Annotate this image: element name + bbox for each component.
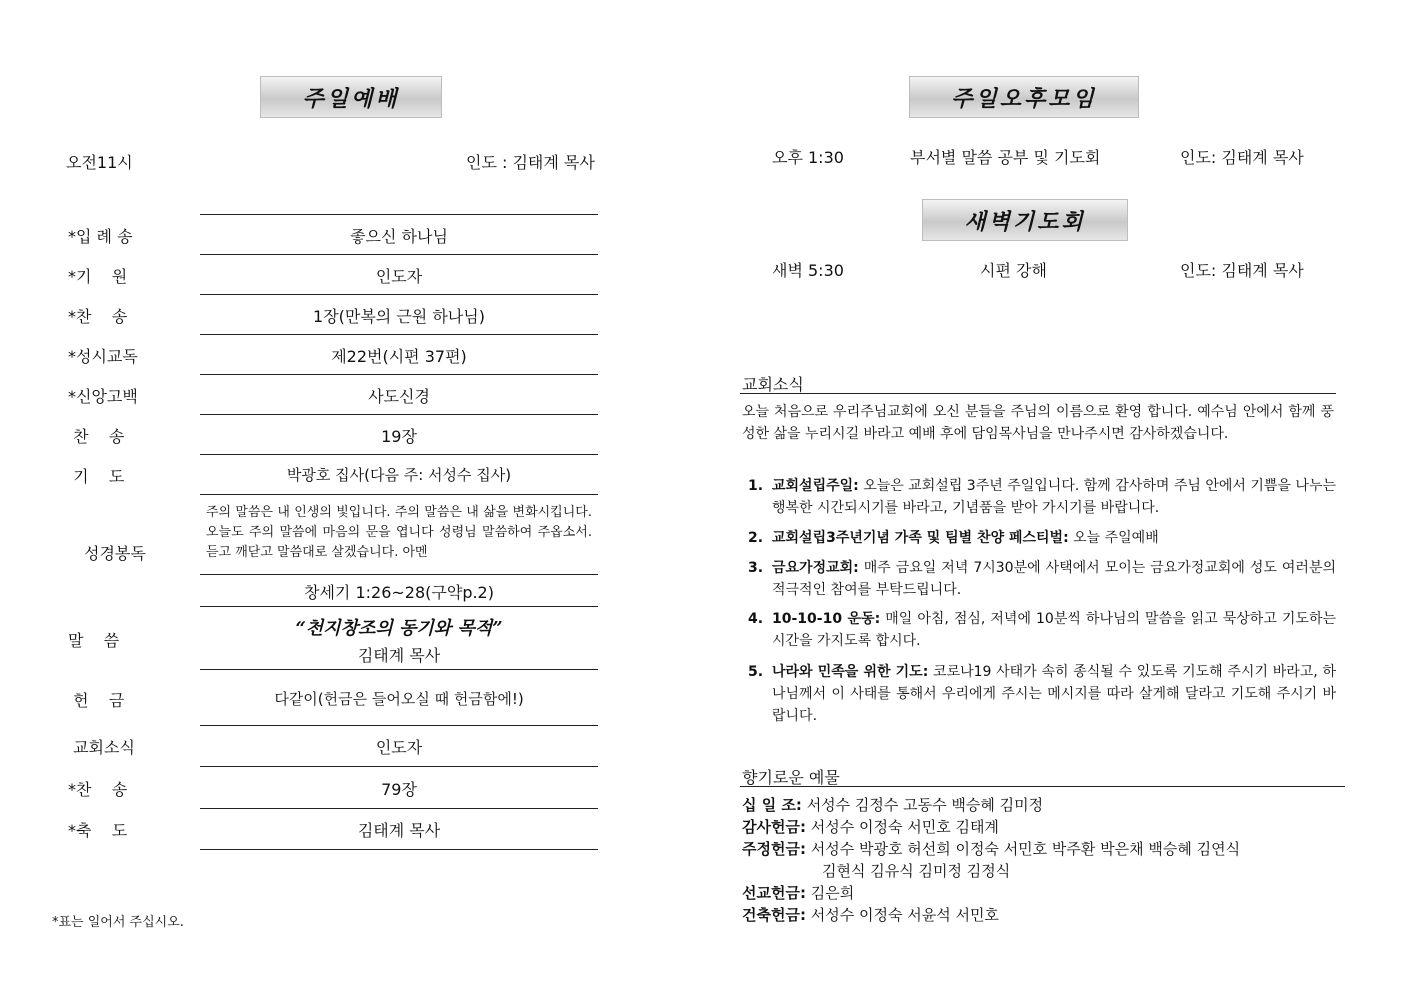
news-item-number: 5.	[748, 664, 764, 680]
row-divider	[200, 454, 598, 455]
news-item-body: 매주 금요일 저녁 7시30분에 사택에서 모이는 금요가정교회에 성도 여러분의 적극적인 참여를 부탁드립니다.	[772, 560, 1336, 598]
news-item-body: 오늘 주일예배	[1068, 530, 1159, 546]
offering-label: 십 일 조:	[742, 796, 802, 814]
order-value: 19장	[381, 427, 417, 446]
order-label: 기 도	[68, 467, 125, 486]
row-divider	[200, 669, 598, 670]
sunday-service-title: 주일예배	[260, 76, 442, 118]
row-divider	[200, 334, 598, 335]
dawn-leader: 인도: 김태계 목사	[1180, 261, 1304, 280]
order-label: 찬 송	[68, 427, 125, 446]
offering-names: 서성수 김정수 고동수 백승혜 김미정	[801, 796, 1044, 814]
afternoon-leader: 인도: 김태계 목사	[1180, 148, 1304, 167]
row-divider	[200, 766, 598, 767]
order-label: 헌 금	[68, 691, 125, 710]
row-divider	[200, 214, 598, 215]
sermon-label: 말 씀	[68, 631, 120, 650]
order-label: *찬 송	[68, 780, 128, 799]
row-divider	[200, 294, 598, 295]
order-label: *기 원	[68, 267, 128, 286]
news-item-heading: 10-10-10 운동:	[772, 611, 881, 627]
afternoon-desc: 부서별 말씀 공부 및 기도회	[910, 148, 1101, 167]
offering-names: 서성수 박광호 허선희 이정숙 서민호 박주환 박은채 백승혜 김연식	[805, 840, 1241, 858]
row-divider	[200, 808, 598, 809]
row-divider	[200, 494, 598, 495]
offering-line	[742, 817, 999, 838]
news-item-number: 2.	[748, 530, 764, 546]
order-label: *성시교독	[68, 347, 138, 366]
order-value: 김태계 목사	[357, 821, 441, 840]
order-value: 다같이(헌금은 들어오실 때 헌금함에!)	[274, 690, 524, 708]
news-item-body: 매일 아침, 점심, 저녁에 10분씩 하나님의 말씀을 읽고 묵상하고 기도하는 시간을 가지도록 합시다.	[772, 611, 1336, 649]
offering-line	[742, 883, 854, 904]
news-item	[748, 661, 1336, 731]
news-item-text	[772, 661, 1336, 727]
scripture-reference: 창세기 1:26~28(구약p.2)	[304, 583, 494, 602]
row-divider	[200, 849, 598, 850]
offering-names: 서성수 이정숙 서윤석 서민호	[805, 906, 999, 924]
order-label: 교회소식	[68, 738, 135, 757]
afternoon-meeting-title: 주일오후모임	[909, 76, 1139, 118]
order-value: 인도자	[375, 267, 423, 286]
news-item-body: 코로나19 사태가 속히 종식될 수 있도록 기도해 주시기 바라고, 하나님께서 이 사태를 통해서 우리에게 주시는 메시지를 따라 살게해 달라고 기도해 주시기 바랍니다.	[772, 664, 1336, 724]
offering-label: 선교헌금:	[742, 884, 806, 902]
offering-line	[742, 839, 1240, 860]
news-item-number: 3.	[748, 560, 764, 576]
scripture-label: 성경봉독	[84, 544, 146, 563]
news-item-heading: 교회설립3주년기념 가족 및 팀별 찬양 페스티벌:	[772, 530, 1069, 546]
standing-footnote: *표는 일어서 주십시오.	[52, 915, 184, 930]
news-item-text	[772, 608, 1336, 652]
news-item-heading: 교회설립주일:	[772, 478, 859, 494]
offering-line	[742, 795, 1043, 816]
order-value: 좋으신 하나님	[350, 227, 448, 246]
order-value: 79장	[381, 780, 417, 799]
order-value: 제22번(시편 37편)	[331, 347, 467, 366]
offering-label: 주정헌금:	[742, 840, 806, 858]
dawn-time: 새벽 5:30	[772, 261, 844, 280]
order-value: 사도신경	[368, 387, 430, 406]
row-divider	[200, 254, 598, 255]
row-divider	[200, 725, 598, 726]
dawn-desc: 시편 강해	[980, 261, 1047, 280]
service-time: 오전11시	[66, 153, 133, 172]
offering-names: 서성수 이정숙 서민호 김태계	[805, 818, 999, 836]
news-underline	[740, 393, 1336, 394]
sermon-title: “천지창조의 동기와 목적”	[295, 618, 503, 639]
order-label: *찬 송	[68, 307, 128, 326]
order-value: 1장(만복의 근원 하나님)	[313, 307, 485, 326]
news-item	[748, 527, 1336, 551]
news-item-number: 4.	[748, 611, 764, 627]
sermon-preacher: 김태계 목사	[357, 646, 441, 665]
news-title: 교회소식	[742, 375, 804, 394]
order-value: 박광호 집사(다음 주: 서성수 집사)	[286, 466, 512, 484]
news-item-heading: 나라와 민족을 위한 기도:	[772, 664, 929, 680]
order-label: *신앙고백	[68, 387, 138, 406]
offering-label: 건축헌금:	[742, 906, 806, 924]
news-item-body: 오늘은 교회설립 3주년 주일입니다. 함께 감사하며 주님 안에서 기쁨을 나누는 행복한 시간되시기를 바라고, 기념품을 받아 가시기를 바랍니다.	[772, 478, 1336, 516]
news-item-heading: 금요가정교회:	[772, 560, 859, 576]
row-divider	[200, 374, 598, 375]
offering-names: 김현식 김유식 김미정 김정식	[822, 862, 1011, 880]
news-item	[748, 608, 1336, 654]
offerings-underline	[740, 786, 1345, 787]
scripture-prayer: 주의 말씀은 내 인생의 빛입니다. 주의 말씀은 내 삶을 변화시킵니다. 오늘도 주의 말씀에 마음의 문을 엽니다 성령님 말씀하여 주옵소서. 듣고 깨닫고 말씀대로 살겠습니다. 아멘	[206, 505, 592, 560]
row-divider	[200, 574, 598, 575]
news-item	[748, 557, 1336, 603]
news-item-text	[772, 527, 1336, 549]
news-item	[748, 475, 1336, 521]
offering-line	[742, 905, 999, 926]
row-divider	[200, 606, 598, 607]
offerings-title: 향기로운 예물	[742, 768, 840, 787]
afternoon-time: 오후 1:30	[772, 148, 844, 167]
offering-names: 김은희	[805, 884, 855, 902]
offering-label: 감사헌금:	[742, 818, 806, 836]
order-value: 인도자	[375, 738, 423, 757]
dawn-prayer-title: 새벽기도회	[922, 199, 1128, 241]
row-divider	[200, 414, 598, 415]
news-item-text	[772, 475, 1336, 519]
news-item-text	[772, 557, 1336, 601]
service-leader: 인도 : 김태계 목사	[466, 153, 595, 172]
news-intro: 오늘 처음으로 우리주님교회에 오신 분들을 주님의 이름으로 환영 합니다. 예수님 안에서 함께 풍성한 삶을 누리시길 바라고 예배 후에 담임목사님을 만나주시면 감사하겠습니다.	[742, 404, 1334, 442]
order-label: *축 도	[68, 821, 128, 840]
order-label: *입 례 송	[68, 227, 133, 246]
news-item-number: 1.	[748, 478, 764, 494]
offering-line	[822, 861, 1010, 882]
